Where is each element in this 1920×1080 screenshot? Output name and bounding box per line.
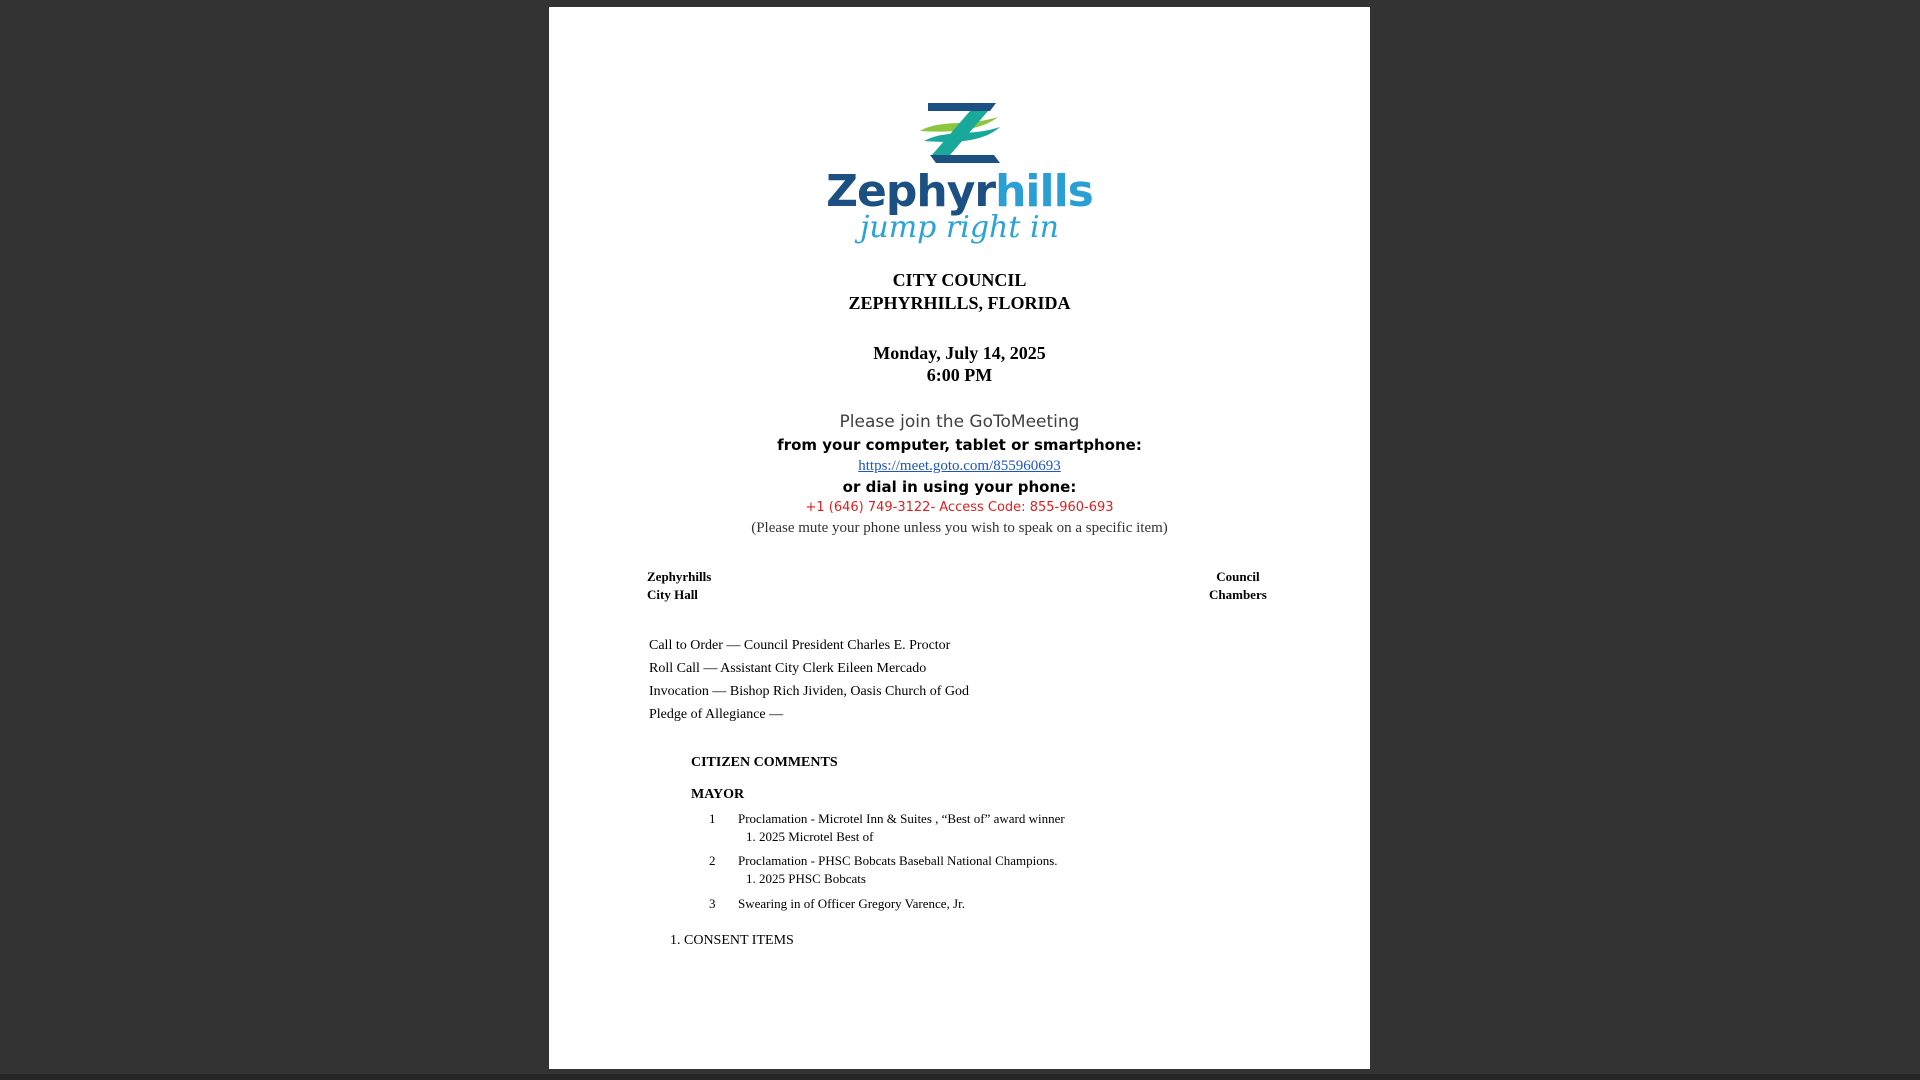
location-left [647,568,711,604]
council-heading [549,269,1370,315]
mayor-item-number: 2 [709,853,716,868]
mayor-item-text: Proclamation - Microtel Inn & Suites , “Best of” award winner [738,811,1065,826]
location-right-line1: Council [1216,569,1260,584]
dial-in-text: or dial in using your phone: [842,478,1077,496]
council-location: ZEPHYRHILLS, FLORIDA [848,293,1071,313]
meeting-time: 6:00 PM [926,365,993,385]
opening-procedures [649,634,969,726]
citizen-comments-heading: CITIZEN COMMENTS [691,755,838,770]
location-right [1209,568,1267,604]
device-text: from your computer, tablet or smartphone: [777,436,1142,454]
mayor-item-text: Proclamation - PHSC Bobcats Baseball National Champions. [738,853,1058,868]
mayor-item-sub: 1. 2025 Microtel Best of [746,829,874,844]
document-page [549,7,1370,1069]
logo-wordmark: Zephyrhills [826,166,1093,217]
zephyrhills-z-icon [910,97,1010,167]
location-right-line2: Chambers [1209,587,1267,602]
mute-note: (Please mute your phone unless you wish to speak on a specific item) [751,520,1168,536]
consent-items-heading: 1. CONSENT ITEMS [670,933,794,948]
call-to-order: Call to Order — Council President Charles E. Proctor [649,638,951,653]
logo-tagline: jump right in [860,210,1059,245]
meeting-datetime [549,342,1370,386]
location-left-line2: City Hall [647,587,698,602]
location-left-line1: Zephyrhills [647,569,712,584]
city-logo [549,97,1370,243]
council-title: CITY COUNCIL [892,270,1027,290]
mayor-heading: MAYOR [691,787,745,802]
roll-call: Roll Call — Assistant City Clerk Eileen Mercado [649,661,927,676]
phone-access-code: +1 (646) 749-3122- Access Code: 855-960-693 [805,500,1114,515]
meeting-date: Monday, July 14, 2025 [873,343,1046,363]
mayor-item-text: Swearing in of Officer Gregory Varence, Jr. [738,896,965,911]
invocation: Invocation — Bishop Rich Jividen, Oasis Church of God [649,684,970,699]
mayor-item-number: 1 [709,811,716,826]
meeting-link[interactable]: https://meet.goto.com/855960693 [858,458,1061,474]
gotomeeting-info [549,409,1370,538]
join-text: Please join the GoToMeeting [839,412,1080,432]
mayor-item-number: 3 [709,896,716,911]
mayor-item-sub: 1. 2025 PHSC Bobcats [746,871,866,886]
bottom-strip [0,1074,1920,1080]
pledge-of-allegiance: Pledge of Allegiance — [649,707,784,722]
